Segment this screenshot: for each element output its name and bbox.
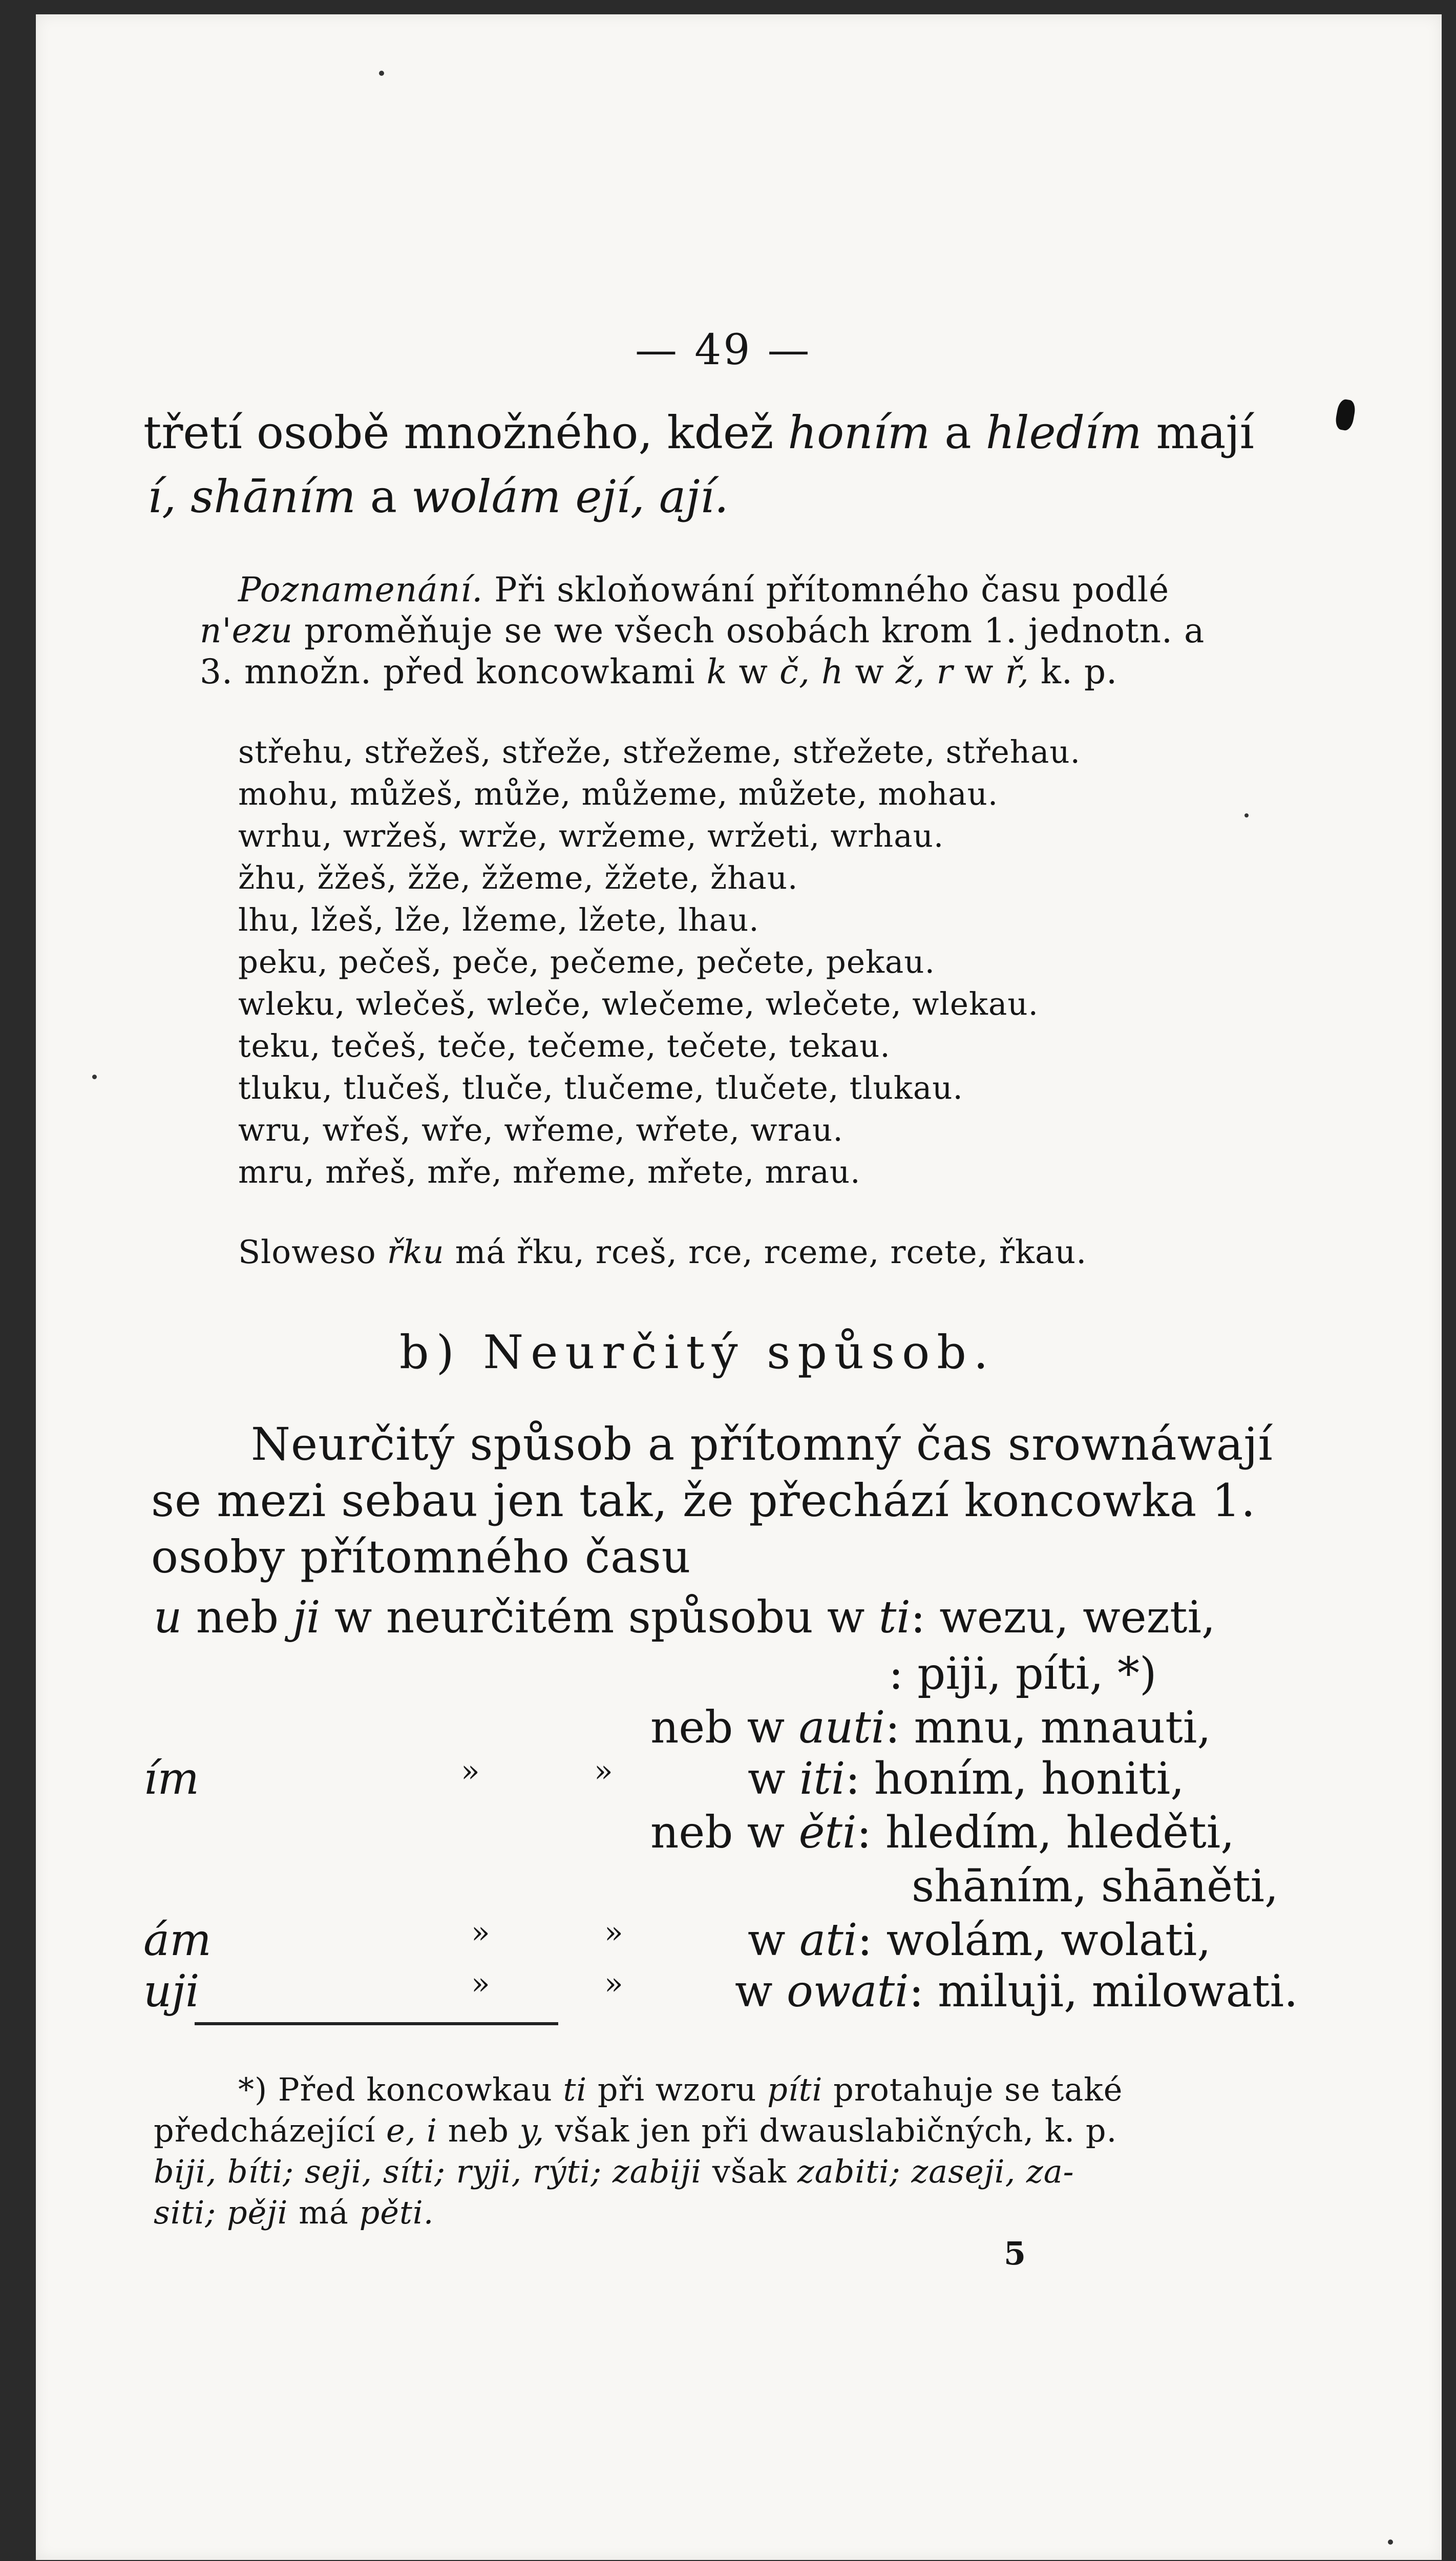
text-segment: w: [843, 652, 896, 691]
table-row-4-ending: ím: [143, 1753, 200, 1804]
italic-text: auti: [798, 1702, 885, 1753]
paragraph-line-3: osoby přítomného času: [151, 1530, 691, 1583]
text-segment: : hledím, hleděti,: [856, 1807, 1235, 1858]
paper-speck: [1388, 2539, 1393, 2545]
table-row-2: : piji, píti, *): [889, 1648, 1157, 1699]
text-segment: Při skloňowání přítomného času podlé: [483, 570, 1170, 610]
list-item: teku, tečeš, teče, tečeme, tečete, tekau.: [238, 1028, 891, 1064]
italic-text: ati: [799, 1915, 858, 1966]
ditto-mark: »: [594, 1753, 613, 1789]
ditto-mark: »: [604, 1966, 623, 2002]
italic-text: e, i: [386, 2112, 437, 2149]
table-row-4: [748, 1753, 1185, 1804]
text-segment: neb: [437, 2112, 520, 2149]
book-page: [36, 14, 1442, 2560]
text-segment: : mnu, mnauti,: [885, 1702, 1211, 1753]
top-line-2: [147, 470, 729, 523]
table-row-6: shāním, shāněti,: [912, 1861, 1279, 1912]
text-segment: w: [748, 1753, 799, 1804]
italic-text: ř,: [1005, 652, 1029, 691]
text-segment: neb: [182, 1592, 293, 1643]
note-line-3: [200, 652, 1117, 691]
text-segment: předcházející: [154, 2112, 386, 2149]
footnote-line-3: [154, 2153, 1074, 2190]
top-line-1: [143, 406, 1254, 459]
text-segment: w: [735, 1966, 787, 2017]
list-item: wru, wřeš, wře, wřeme, wřete, wrau.: [238, 1112, 843, 1148]
text-segment: 3. množn. před koncowkami: [200, 652, 707, 691]
text-segment: : miluji, milowati.: [909, 1966, 1298, 2017]
list-item: mohu, můžeš, může, můžeme, můžete, mohau.: [238, 776, 999, 812]
text-segment: má: [288, 2194, 360, 2231]
text-segment: neb w: [650, 1807, 799, 1858]
italic-text: wolám ejí, ají.: [411, 470, 729, 523]
page-number: — 49 —: [635, 326, 812, 374]
table-row-8: [735, 1966, 1298, 2017]
text-segment: a: [355, 470, 412, 523]
table-row-7: [748, 1915, 1211, 1966]
text-segment: však: [702, 2153, 797, 2190]
ink-blot-mark: [1334, 398, 1357, 432]
italic-text: Poznamenání.: [238, 570, 483, 610]
italic-text: zabiti; zaseji, za-: [797, 2153, 1074, 2190]
sloweso-line: [238, 1233, 1087, 1271]
italic-text: ji: [292, 1592, 321, 1643]
text-segment: *) Před koncowkau: [238, 2071, 563, 2108]
list-item: wleku, wlečeš, wleče, wlečeme, wlečete, wlekau.: [238, 986, 1039, 1022]
text-segment: má řku, rceš, rce, rceme, rcete, řkau.: [444, 1233, 1087, 1271]
ditto-mark: »: [461, 1753, 480, 1789]
italic-text: u: [154, 1592, 182, 1643]
italic-text: pěti.: [359, 2194, 434, 2231]
list-item: peku, pečeš, peče, pečeme, pečete, pekau.: [238, 944, 935, 980]
text-segment: : wolám, wolati,: [857, 1915, 1211, 1966]
text-segment: však jen při dwauslabičných, k. p.: [544, 2112, 1117, 2149]
table-row-7-ending: ám: [143, 1915, 212, 1966]
table-row-8-ending: uji: [143, 1966, 200, 2017]
paper-speck: [1244, 813, 1249, 817]
text-segment: třetí osobě množného, kdež: [143, 406, 788, 459]
italic-text: ěti: [798, 1807, 857, 1858]
note-line-1: [238, 570, 1169, 610]
italic-text: řku: [387, 1233, 445, 1271]
paper-speck: [92, 1075, 97, 1079]
text-segment: k. p.: [1029, 652, 1118, 691]
list-item: lhu, lžeš, lže, lžeme, lžete, lhau.: [238, 902, 759, 938]
list-item: wrhu, wržeš, wrže, wržeme, wržeti, wrhau.: [238, 818, 944, 854]
italic-text: biji, bíti; seji, síti; ryji, rýti; zabiji: [154, 2153, 702, 2190]
text-segment: při wzoru: [587, 2071, 768, 2108]
text-segment: w neurčitém spůsobu w: [320, 1592, 879, 1643]
italic-text: ž, r: [895, 652, 954, 691]
italic-text: siti; pěji: [154, 2194, 288, 2231]
list-item: žhu, žžeš, žže, žžeme, žžete, žhau.: [238, 860, 798, 896]
italic-text: n'ezu: [200, 611, 293, 650]
italic-text: í, shāním: [147, 470, 356, 523]
italic-text: iti: [799, 1753, 846, 1804]
ditto-mark: »: [471, 1915, 490, 1950]
italic-text: hledím: [985, 406, 1142, 459]
text-segment: a: [930, 406, 986, 459]
text-segment: neb w: [650, 1702, 799, 1753]
italic-text: ti: [878, 1592, 911, 1643]
footnote-line-2: [154, 2112, 1117, 2149]
italic-text: owati: [786, 1966, 909, 2017]
footnote-rule: [195, 2022, 558, 2025]
italic-text: píti: [767, 2071, 823, 2108]
ditto-mark: »: [604, 1915, 623, 1950]
text-segment: Sloweso: [238, 1233, 387, 1271]
italic-text: y,: [519, 2112, 545, 2149]
italic-text: č, h: [779, 652, 844, 691]
text-segment: protahuje se také: [822, 2071, 1123, 2108]
section-heading: b) Neurčitý spůsob.: [399, 1326, 996, 1379]
text-segment: : wezu, wezti,: [910, 1592, 1216, 1643]
signature-mark: 5: [1004, 2235, 1026, 2272]
paragraph-line-1: Neurčitý spůsob a přítomný čas srownáwají: [251, 1418, 1273, 1471]
list-item: tluku, tlučeš, tluče, tlučeme, tlučete, tlukau.: [238, 1070, 963, 1106]
italic-text: ti: [563, 2071, 587, 2108]
footnote-line-4: [154, 2194, 434, 2231]
ditto-mark: »: [471, 1966, 490, 2002]
text-segment: w: [748, 1915, 799, 1966]
paragraph-line-2: se mezi sebau jen tak, že přechází koncowka 1.: [151, 1474, 1256, 1527]
text-segment: w: [727, 652, 779, 691]
note-line-2: [200, 611, 1205, 650]
text-segment: mají: [1142, 406, 1254, 459]
text-segment: : honím, honiti,: [845, 1753, 1185, 1804]
table-row-3: [650, 1702, 1211, 1753]
table-row-1: [154, 1592, 1215, 1643]
footnote-line-1: [238, 2071, 1123, 2108]
text-segment: proměňuje se we všech osobách krom 1. jednotn. a: [293, 611, 1205, 650]
paper-speck: [379, 71, 384, 76]
italic-text: honím: [788, 406, 931, 459]
italic-text: k: [706, 652, 728, 691]
list-item: mru, mřeš, mře, mřeme, mřete, mrau.: [238, 1154, 861, 1190]
table-row-5: [650, 1807, 1235, 1858]
text-segment: w: [953, 652, 1005, 691]
list-item: střehu, střežeš, střeže, střežeme, střežete, střehau.: [238, 734, 1081, 770]
